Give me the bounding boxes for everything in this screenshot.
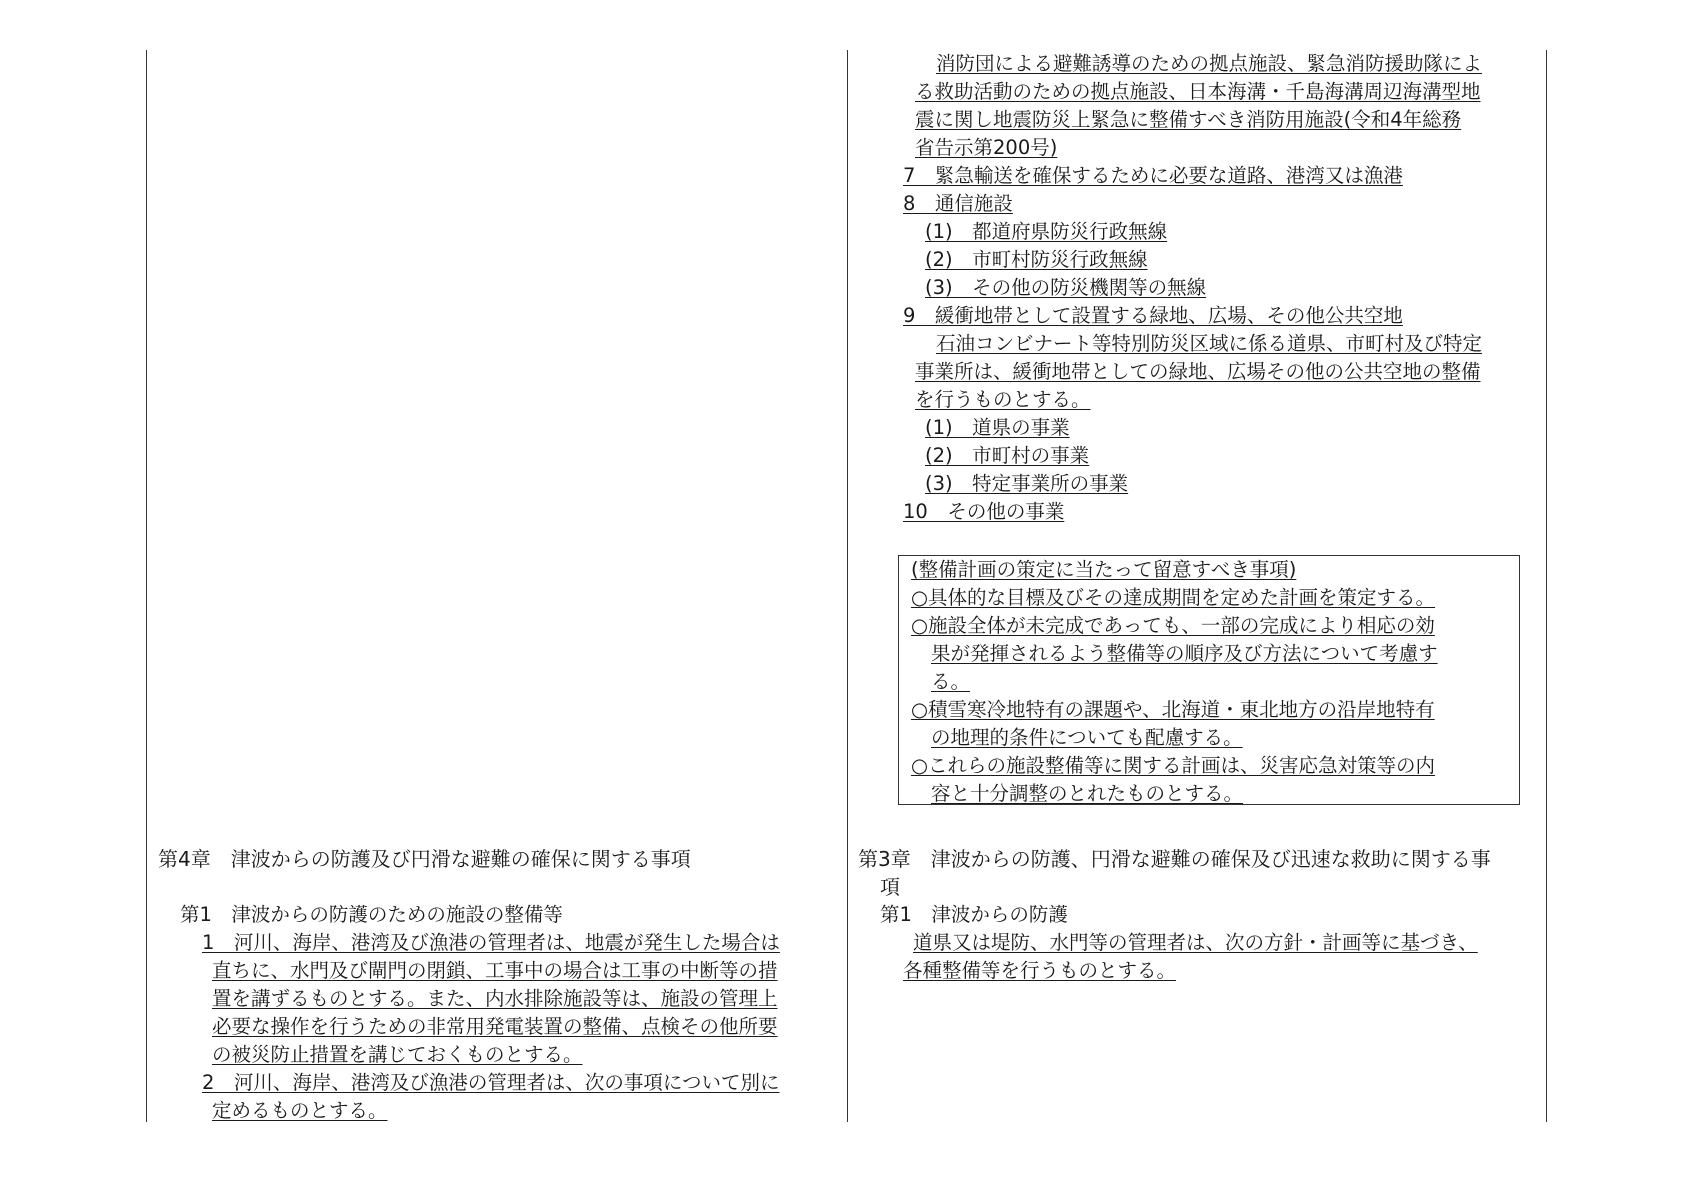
intro-line: 省告示第200号): [915, 136, 1058, 159]
chapter-4-heading: 第4章 津波からの防護及び円滑な避難の確保に関する事項: [158, 847, 691, 871]
center-divider-line: [847, 50, 848, 1122]
note-line: ○これらの施設整備等に関する計画は、災害応急対策等の内: [911, 754, 1436, 777]
right-upper-list: [903, 50, 1482, 526]
left-border-line: [146, 50, 147, 1122]
intro-line: 震に関し地震防災上緊急に整備すべき消防用施設(令和4年総務: [915, 108, 1462, 131]
chapter-3-heading: 第3章 津波からの防護、円滑な避難の確保及び迅速な救助に関する事: [858, 847, 1491, 871]
item-8-sub: (1) 都道府県防災行政無線: [925, 220, 1168, 243]
intro-line: 消防団による避難誘導のための拠点施設、緊急消防援助隊によ: [936, 52, 1483, 75]
item-1-line: 置を講ずるものとする。また、内水排除施設等は、施設の管理上: [212, 987, 778, 1010]
section-1-heading: 第1 津波からの防護: [880, 903, 1068, 926]
note-line: る。: [931, 670, 971, 693]
item-8-sub: (3) その他の防災機関等の無線: [925, 276, 1207, 299]
left-chapter-section: [158, 845, 780, 1125]
planning-notes-box: [898, 555, 1520, 805]
item-9: 9 緩衝地帯として設置する緑地、広場、その他公共空地: [903, 304, 1403, 327]
item-1-line: の被災防止措置を講じておくものとする。: [212, 1043, 583, 1066]
item-8: 8 通信施設: [903, 192, 1013, 215]
body-line: 各種整備等を行うものとする。: [903, 959, 1177, 982]
item-9-sub: (1) 道県の事業: [925, 416, 1070, 439]
notes-title: (整備計画の策定に当たって留意すべき事項): [911, 558, 1297, 581]
intro-line: る救助活動のための拠点施設、日本海溝・千島海溝周辺海溝型地: [915, 80, 1481, 103]
spacer: [158, 873, 780, 901]
item-2-line: 定めるものとする。: [212, 1099, 388, 1122]
section-1-heading: 第1 津波からの防護のための施設の整備等: [180, 903, 563, 926]
item-2-line: 2 河川、海岸、港湾及び漁港の管理者は、次の事項について別に: [202, 1071, 780, 1094]
item-1-line: 1 河川、海岸、港湾及び漁港の管理者は、地震が発生した場合は: [202, 931, 780, 954]
item-9-body: を行うものとする。: [915, 388, 1091, 411]
item-9-sub: (3) 特定事業所の事業: [925, 472, 1129, 495]
note-line: ○施設全体が未完成であっても、一部の完成により相応の効: [911, 614, 1435, 637]
body-line: 道県又は堤防、水門等の管理者は、次の方針・計画等に基づき、: [913, 931, 1478, 954]
item-8-sub: (2) 市町村防災行政無線: [925, 248, 1148, 271]
item-9-sub: (2) 市町村の事業: [925, 444, 1090, 467]
right-border-line: [1546, 50, 1547, 1122]
note-line: の地理的条件についても配慮する。: [931, 726, 1243, 749]
chapter-3-heading-cont: 項: [880, 875, 900, 899]
item-9-body: 事業所は、緩衝地帯としての緑地、広場その他の公共空地の整備: [915, 360, 1481, 383]
item-1-line: 直ちに、水門及び閘門の閉鎖、工事中の場合は工事の中断等の措: [212, 959, 778, 982]
item-9-body: 石油コンビナート等特別防災区域に係る道県、市町村及び特定: [936, 332, 1483, 355]
right-chapter-section: [858, 845, 1491, 985]
note-line: ○積雪寒冷地特有の課題や、北海道・東北地方の沿岸地特有: [911, 698, 1435, 721]
item-7: 7 緊急輸送を確保するために必要な道路、港湾又は漁港: [903, 164, 1403, 187]
note-line: ○具体的な目標及びその達成期間を定めた計画を策定する。: [911, 586, 1436, 609]
item-10: 10 その他の事業: [903, 500, 1065, 523]
note-line: 果が発揮されるよう整備等の順序及び方法について考慮す: [931, 642, 1438, 665]
item-1-line: 必要な操作を行うための非常用発電装置の整備、点検その他所要: [212, 1015, 778, 1038]
note-line: 容と十分調整のとれたものとする。: [931, 782, 1244, 805]
